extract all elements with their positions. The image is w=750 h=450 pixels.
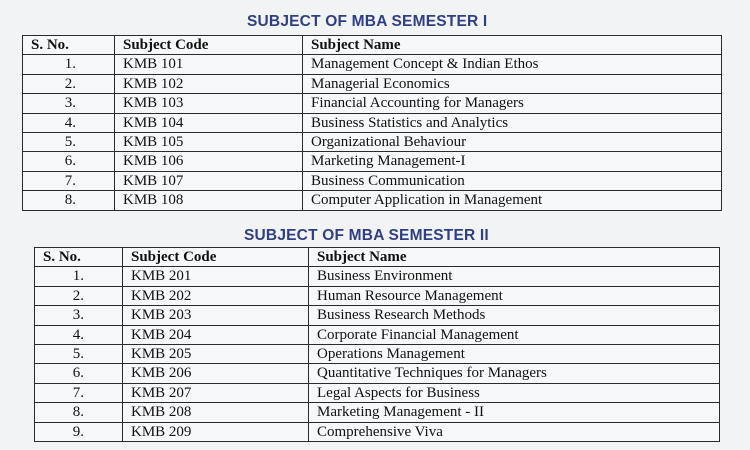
semester-1-table <box>22 35 722 211</box>
table-row <box>35 325 720 344</box>
table-row <box>35 286 720 305</box>
cell-subject-code: KMB 101 <box>115 55 303 74</box>
cell-subject-code: KMB 102 <box>115 74 303 93</box>
cell-sno: 8. <box>35 403 123 422</box>
cell-subject-code: KMB 108 <box>115 191 303 210</box>
cell-subject-code: KMB 105 <box>115 133 303 152</box>
cell-sno: 5. <box>35 345 123 364</box>
cell-subject-code: KMB 103 <box>115 94 303 113</box>
cell-subject-code: KMB 203 <box>123 306 309 325</box>
table-row <box>23 94 722 113</box>
cell-subject-name: Corporate Financial Management <box>309 325 720 344</box>
cell-subject-name: Comprehensive Viva <box>309 422 720 441</box>
cell-subject-name: Management Concept & Indian Ethos <box>303 55 722 74</box>
cell-sno: 4. <box>35 325 123 344</box>
table-row <box>23 152 722 171</box>
cell-sno: 1. <box>23 55 115 74</box>
semester-2-rows <box>35 267 720 442</box>
semester-2-table <box>34 247 720 442</box>
semester-2-title: SUBJECT OF MBA SEMESTER II <box>244 227 489 244</box>
cell-subject-code: KMB 201 <box>123 267 309 286</box>
cell-subject-code: KMB 207 <box>123 383 309 402</box>
cell-subject-name: Quantitative Techniques for Managers <box>309 364 720 383</box>
cell-subject-code: KMB 205 <box>123 345 309 364</box>
cell-subject-name: Operations Management <box>309 345 720 364</box>
cell-subject-code: KMB 208 <box>123 403 309 422</box>
cell-subject-name: Human Resource Management <box>309 286 720 305</box>
table-row <box>35 364 720 383</box>
header-subject-name: Subject Name <box>303 36 722 55</box>
table-row <box>23 133 722 152</box>
cell-subject-name: Marketing Management-I <box>303 152 722 171</box>
cell-sno: 7. <box>23 171 115 190</box>
table-row <box>35 383 720 402</box>
header-subject-name: Subject Name <box>309 248 720 267</box>
table-row <box>35 306 720 325</box>
cell-subject-code: KMB 106 <box>115 152 303 171</box>
cell-subject-name: Marketing Management - II <box>309 403 720 422</box>
cell-subject-name: Financial Accounting for Managers <box>303 94 722 113</box>
header-subject-code: Subject Code <box>115 36 303 55</box>
cell-sno: 2. <box>23 74 115 93</box>
cell-subject-code: KMB 107 <box>115 171 303 190</box>
semester-1-rows <box>23 55 722 210</box>
cell-sno: 3. <box>35 306 123 325</box>
cell-sno: 4. <box>23 113 115 132</box>
semester-1-title: SUBJECT OF MBA SEMESTER I <box>247 13 488 30</box>
cell-subject-code: KMB 204 <box>123 325 309 344</box>
cell-sno: 1. <box>35 267 123 286</box>
cell-subject-name: Managerial Economics <box>303 74 722 93</box>
cell-subject-name: Business Research Methods <box>309 306 720 325</box>
table-row <box>23 171 722 190</box>
cell-sno: 6. <box>23 152 115 171</box>
table-row <box>23 113 722 132</box>
cell-sno: 9. <box>35 422 123 441</box>
table-header-row <box>23 36 722 55</box>
cell-sno: 6. <box>35 364 123 383</box>
table-row <box>23 55 722 74</box>
cell-sno: 8. <box>23 191 115 210</box>
cell-subject-code: KMB 206 <box>123 364 309 383</box>
cell-sno: 3. <box>23 94 115 113</box>
table-row <box>35 345 720 364</box>
table-row <box>23 191 722 210</box>
cell-subject-code: KMB 202 <box>123 286 309 305</box>
header-sno: S. No. <box>23 36 115 55</box>
header-subject-code: Subject Code <box>123 248 309 267</box>
cell-subject-name: Business Statistics and Analytics <box>303 113 722 132</box>
header-sno: S. No. <box>35 248 123 267</box>
cell-subject-name: Organizational Behaviour <box>303 133 722 152</box>
cell-subject-name: Computer Application in Management <box>303 191 722 210</box>
cell-subject-name: Business Communication <box>303 171 722 190</box>
table-header-row <box>35 248 720 267</box>
table-row <box>35 403 720 422</box>
table-row <box>35 422 720 441</box>
cell-subject-name: Legal Aspects for Business <box>309 383 720 402</box>
cell-subject-name: Business Environment <box>309 267 720 286</box>
table-row <box>35 267 720 286</box>
cell-subject-code: KMB 209 <box>123 422 309 441</box>
table-row <box>23 74 722 93</box>
cell-sno: 7. <box>35 383 123 402</box>
cell-sno: 2. <box>35 286 123 305</box>
cell-sno: 5. <box>23 133 115 152</box>
cell-subject-code: KMB 104 <box>115 113 303 132</box>
